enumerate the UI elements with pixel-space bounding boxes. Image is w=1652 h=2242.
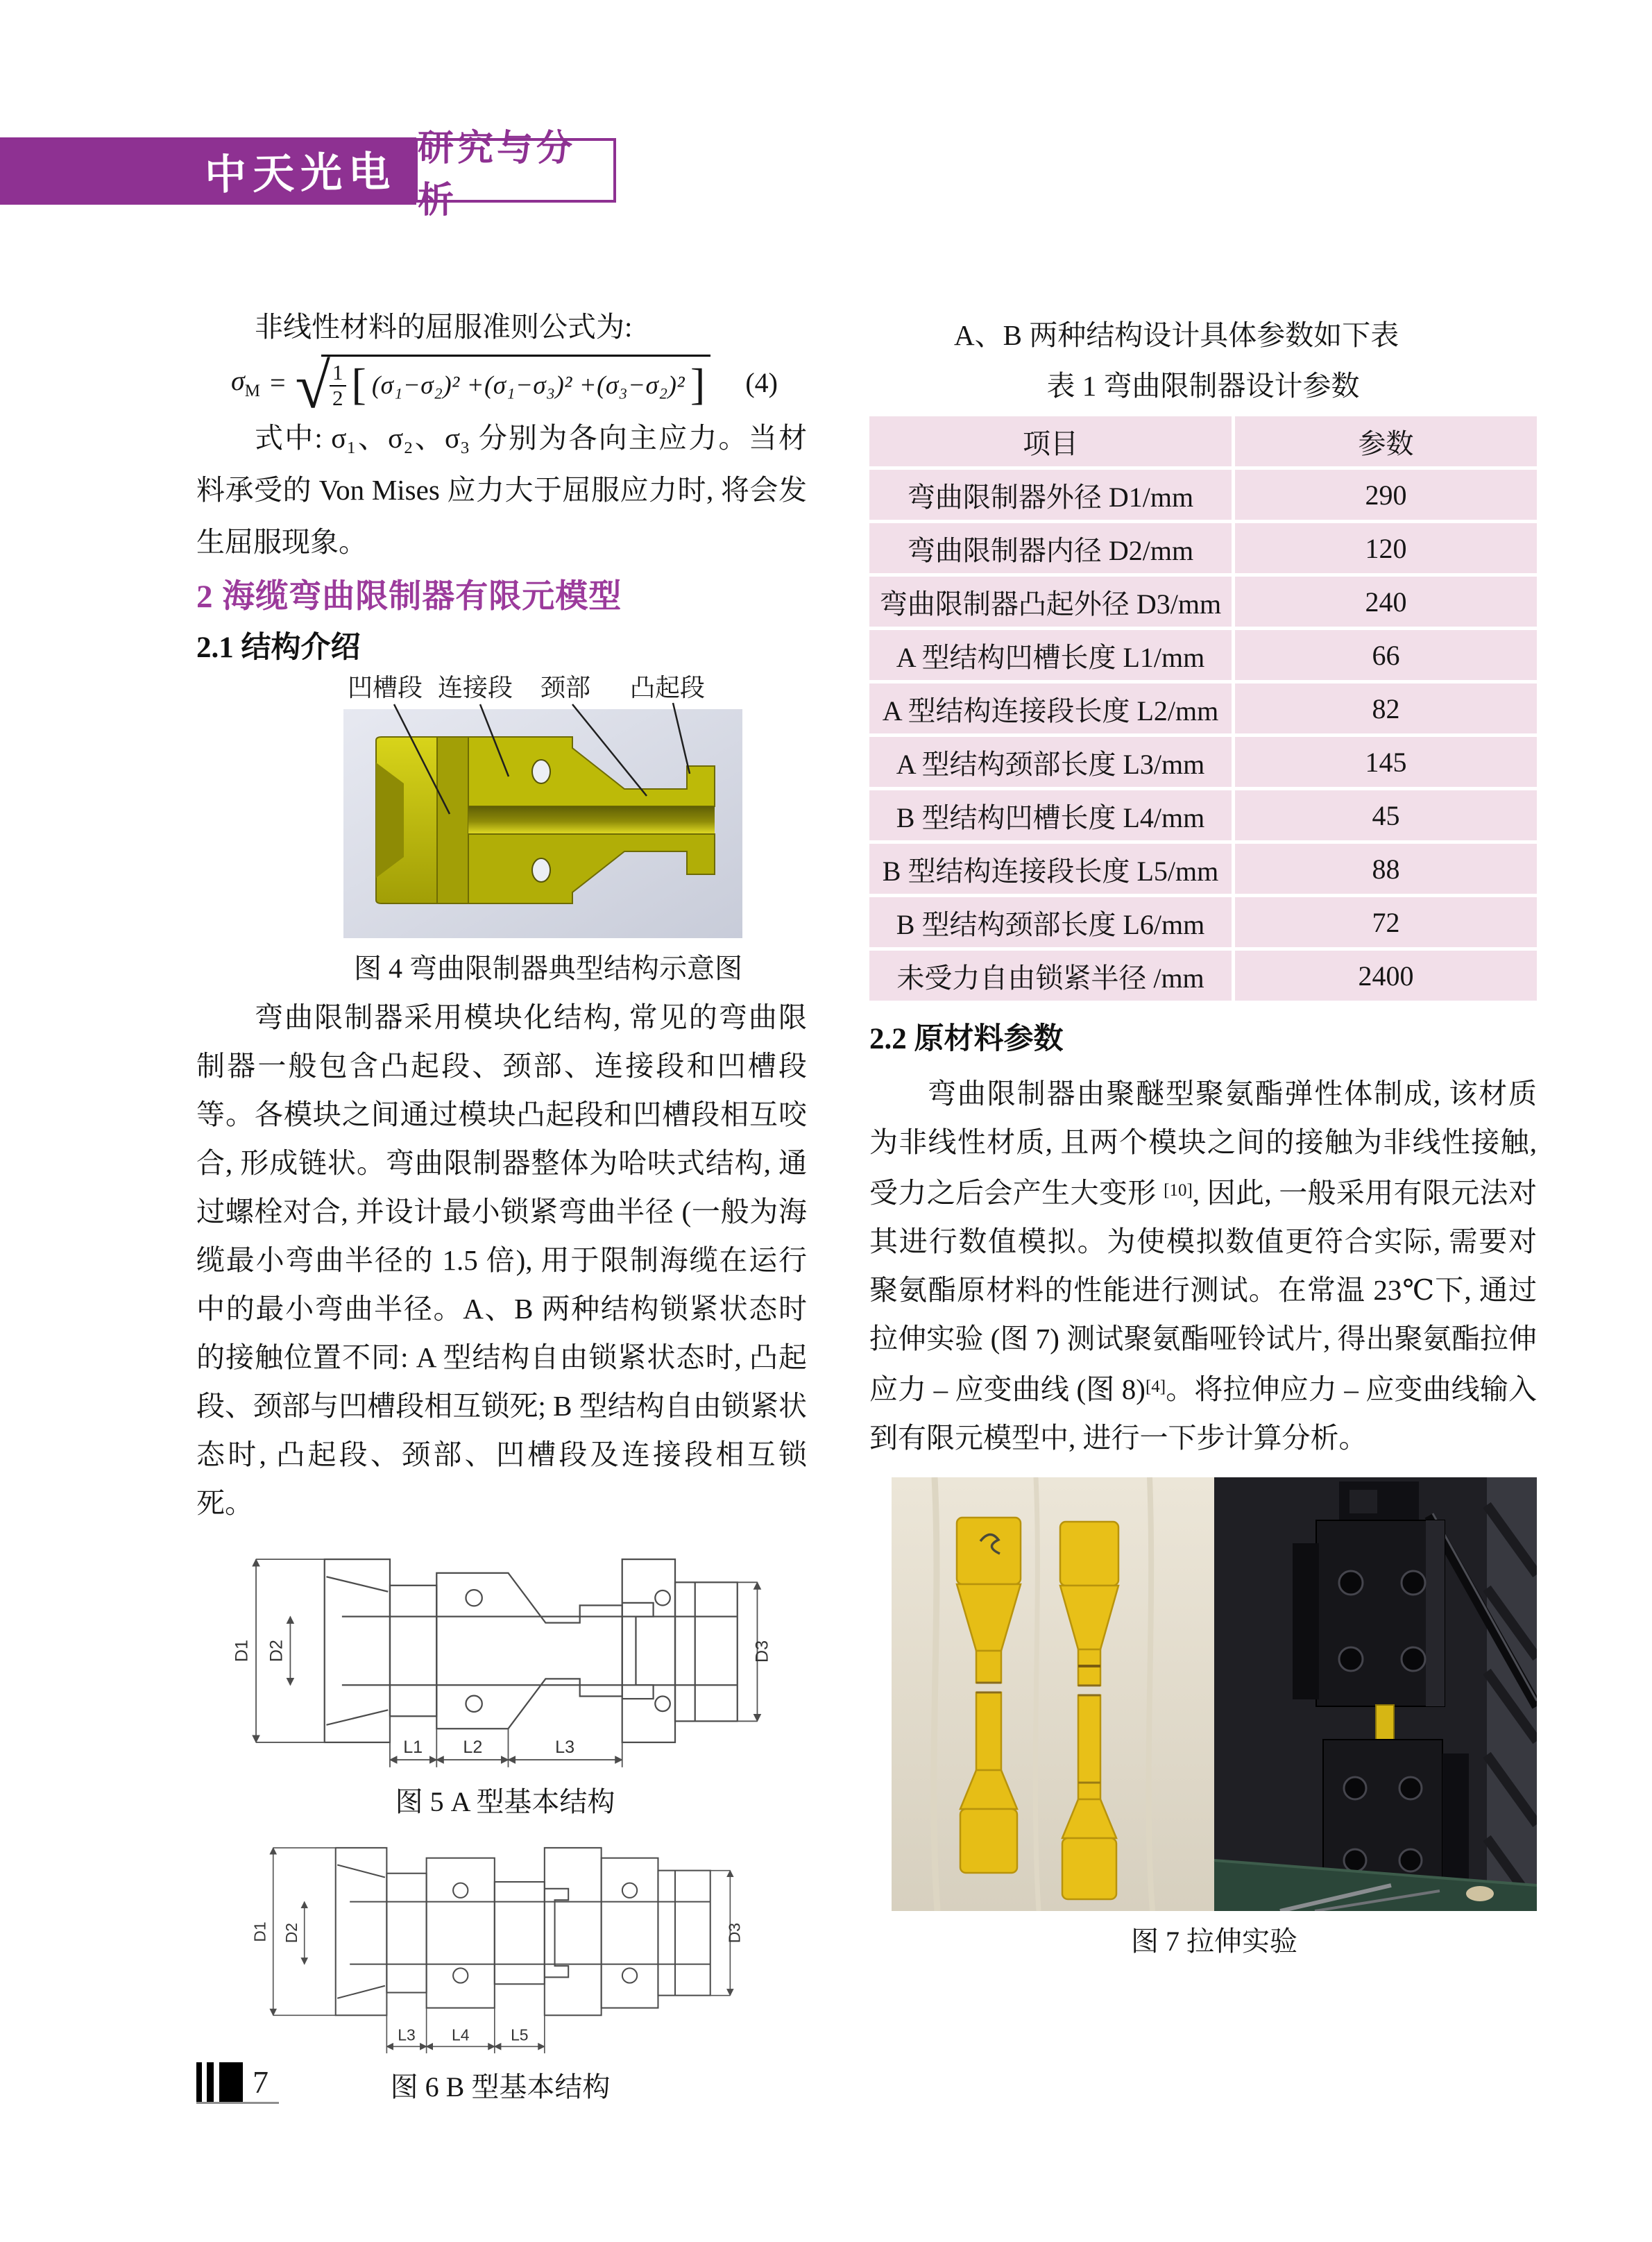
cell-value: 66 xyxy=(1232,630,1537,680)
page-footer xyxy=(196,2062,269,2104)
dim-label-d3: D3 xyxy=(752,1640,772,1663)
table-row xyxy=(869,737,1537,790)
figure6 xyxy=(250,1825,750,2105)
column-header-value: 参数 xyxy=(1232,416,1537,466)
equation-body: $\sigma_M$ = √ $\frac{1}{2}$ [ (σ₁−σ₂)² +(σ₁−σ₃)² +(σ₃−σ₂)² ] xyxy=(196,355,745,410)
materials-paragraph xyxy=(869,1069,1537,1462)
table-row xyxy=(869,683,1537,737)
dim-label-d3: D3 xyxy=(725,1923,744,1944)
cell-value: 240 xyxy=(1232,577,1537,627)
figure4 xyxy=(333,671,763,986)
reference-superscript-4: [4] xyxy=(1145,1377,1166,1396)
dim-label-d1: D1 xyxy=(250,1921,269,1942)
figure5-caption: 图 5 A 型基本结构 xyxy=(395,1786,615,1817)
figure4-label-neck: 颈部 xyxy=(540,674,591,702)
column-header-item: 项目 xyxy=(1023,427,1078,459)
dim-label-d2: D2 xyxy=(282,1923,301,1944)
table-row xyxy=(869,844,1537,897)
footer-bar xyxy=(207,2062,214,2102)
table1-title: 表 1 弯曲限制器设计参数 xyxy=(1046,370,1360,402)
specimen-photo-left xyxy=(892,1477,1214,1911)
cell-value: 72 xyxy=(1232,897,1537,947)
table-row xyxy=(869,630,1537,683)
subsection-heading-2-1: 2.1 结构介绍 xyxy=(196,631,361,664)
cell-item: 弯曲限制器内径 D2/mm xyxy=(907,534,1194,566)
dim-label-l4: L4 xyxy=(451,2026,470,2044)
cell-item: A 型结构连接段长度 L2/mm xyxy=(882,695,1219,727)
figure5-drawing xyxy=(231,1536,779,1778)
cell-item: A 型结构颈部长度 L3/mm xyxy=(896,748,1205,780)
cell-item: 弯曲限制器外径 D1/mm xyxy=(907,481,1194,513)
figure6-drawing xyxy=(250,1825,750,2064)
structure-paragraph: 弯曲限制器采用模块化结构, 常见的弯曲限制器一般包含凸起段、颈部、连接段和凹槽段等。各模块之间通过模块凸起段和凹槽段相互咬合, 形成链状。弯曲限制器整体为哈呋式结构, 通过螺栓对合, 并设计最小锁紧弯曲半径 (一般为海缆最小弯曲半径的 1.5 倍), 用于限制海缆在运行中的最小弯曲半径。A、B 两种结构锁紧状态时的接触位置不同: A 型结构自由锁紧状态时, 凸起段、颈部与凹槽段相互锁死; B 型结构自由锁紧状态时, 凸起段、颈部、凹槽段及连接段相互锁死。 xyxy=(196,1001,807,1519)
table-row xyxy=(869,897,1537,951)
figure7 xyxy=(892,1477,1537,1959)
dim-label-l3: L3 xyxy=(555,1738,575,1758)
cell-value: 2400 xyxy=(1232,951,1537,1001)
a-type-dimensions xyxy=(232,1559,772,1767)
clamped-specimen xyxy=(1376,1705,1394,1741)
subsection-heading-2-2: 2.2 原材料参数 xyxy=(869,1023,1064,1055)
cell-item: 未受力自由锁紧半径 /mm xyxy=(896,962,1204,994)
cell-value: 145 xyxy=(1232,737,1537,787)
dim-label-l1: L1 xyxy=(403,1738,423,1758)
dim-label-l5: L5 xyxy=(511,2026,529,2044)
dim-label-d2: D2 xyxy=(266,1639,287,1663)
section-heading-2: 2 海缆弯曲限制器有限元模型 xyxy=(196,579,622,615)
figure4-caption: 图 4 弯曲限制器典型结构示意图 xyxy=(354,953,742,984)
header-banner xyxy=(0,137,416,205)
table-header-row xyxy=(869,416,1537,470)
cell-item: B 型结构凹槽长度 L4/mm xyxy=(896,801,1205,833)
table-intro: A、B 两种结构设计具体参数如下表 xyxy=(954,319,1399,351)
cell-value: 290 xyxy=(1232,470,1537,520)
journal-logo: 中天光电 xyxy=(204,147,397,200)
footer-bar xyxy=(196,2062,202,2102)
table-row xyxy=(869,951,1537,1004)
fraction-one-half: $\frac{1}{2}$ xyxy=(330,361,346,410)
yield-criterion-intro: 非线性材料的屈服准则公式为: xyxy=(255,311,633,343)
equation-4 xyxy=(196,350,807,421)
cell-value: 82 xyxy=(1232,683,1537,733)
table-row xyxy=(869,470,1537,523)
a-type-outline xyxy=(325,1559,738,1742)
figure6-caption: 图 6 B 型基本结构 xyxy=(390,2071,611,2103)
materials-text-3: 。将拉伸应力 – 应变曲线输入到有限元模型中, 进行一下步计算分析。 xyxy=(869,1373,1537,1454)
materials-text-1: 弯曲限制器由聚醚型聚氨酯弹性体制成, 该材质为非线性材质, 且两个模块之间的接触为非线性接触, 受力之后会产生大变形 xyxy=(869,1078,1537,1209)
stress-terms: (σ₁−σ₂)² +(σ₁−σ₃)² +(σ₃−σ₂)² xyxy=(371,371,686,400)
right-column xyxy=(869,311,1537,1959)
dim-label-l2: L2 xyxy=(463,1738,483,1758)
left-column xyxy=(196,303,807,2105)
dim-label-d1: D1 xyxy=(232,1639,252,1663)
cell-item: B 型结构颈部长度 L6/mm xyxy=(896,908,1205,940)
radical: √ $\frac{1}{2}$ [ (σ₁−σ₂)² +(σ₁−σ₃)² +(σ₃−σ₂)² ] xyxy=(296,355,711,410)
b-type-dimensions xyxy=(250,1848,743,2053)
sigma-m: $\sigma_M$ xyxy=(230,364,260,400)
materials-text-2: , 因此, 一般采用有限元法对其进行数值模拟。为使模拟数值更符合实际, 需要对聚氨酯原材料的性能进行测试。在常温 23℃下, 通过拉伸实验 (图 7) 测试聚氨酯哑铃试片, 得出聚氨酯拉伸应力 – 应变曲线 (图 8) xyxy=(869,1177,1538,1405)
b-type-outline xyxy=(336,1848,710,2015)
figure4-label-connection: 连接段 xyxy=(437,674,513,702)
yield-explanation-paragraph: 式中: σ₁、σ₂、σ₃ 分别为各向主应力。当材料承受的 Von Mises 应力大于屈服应力时, 将会发生屈服现象。 xyxy=(196,422,807,558)
cell-value: 88 xyxy=(1232,844,1537,894)
section-tag: 研究与分析 xyxy=(415,138,616,203)
cell-value: 45 xyxy=(1232,790,1537,840)
footer-bar xyxy=(219,2062,243,2102)
cell-item: A 型结构凹槽长度 L1/mm xyxy=(896,641,1205,673)
figure5 xyxy=(231,1536,779,1819)
cell-item: 弯曲限制器凸起外径 D3/mm xyxy=(879,588,1222,620)
page-number: 7 xyxy=(253,2064,269,2100)
cell-item: B 型结构连接段长度 L5/mm xyxy=(882,855,1219,887)
figure4-label-protrusion: 凸起段 xyxy=(629,674,706,702)
equation-number: (4) xyxy=(745,366,778,398)
table-row xyxy=(869,523,1537,577)
table-row xyxy=(869,790,1537,844)
table1 xyxy=(869,416,1537,1004)
figure7-caption: 图 7 拉伸实验 xyxy=(1131,1926,1297,1957)
tensile-machine-photo-right xyxy=(1214,1477,1537,1911)
figure4-label-groove: 凹槽段 xyxy=(347,674,423,702)
cell-value: 120 xyxy=(1232,523,1537,573)
figure7-photo xyxy=(892,1477,1537,1911)
table-row xyxy=(869,577,1537,630)
footer-line xyxy=(196,2102,279,2104)
dim-label-l3: L3 xyxy=(398,2026,416,2044)
reference-superscript-10: [10] xyxy=(1164,1181,1193,1200)
figure4-image xyxy=(333,671,763,945)
